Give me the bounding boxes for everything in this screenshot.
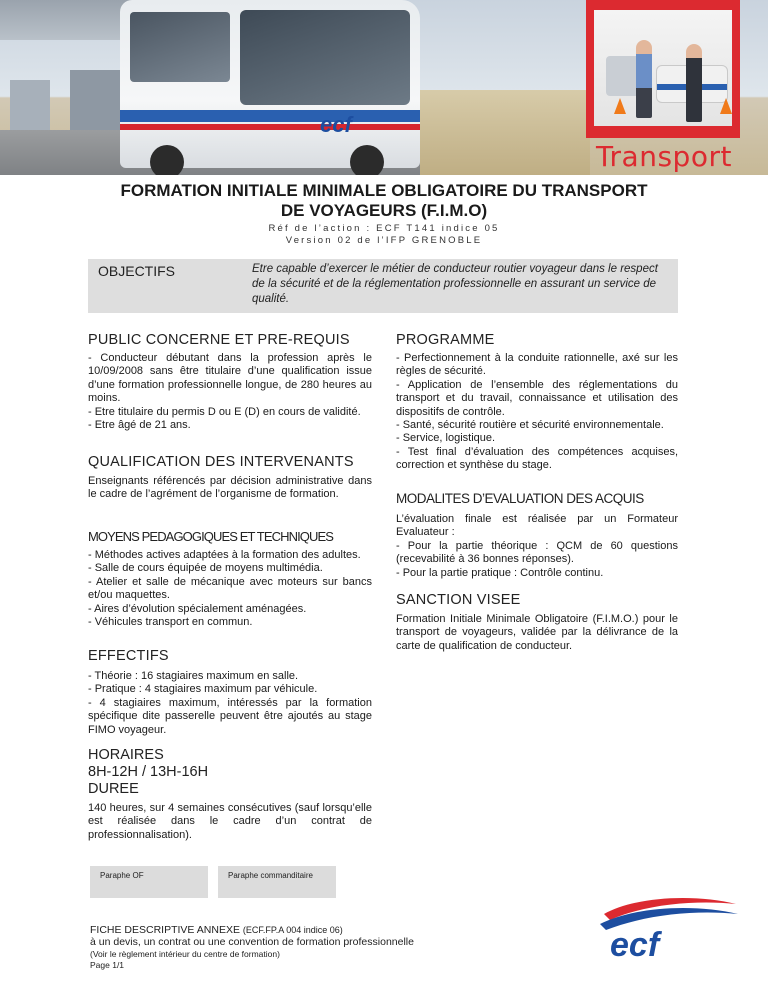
category-photo-frame — [586, 0, 740, 138]
programme-line: - Santé, sécurité routière et sécurité environnementale. — [396, 419, 664, 432]
programme-text — [396, 352, 678, 473]
action-reference: Réf de l’action : ECF T141 indice 05 — [268, 223, 500, 234]
modalites-line: - Pour la partie théorique : QCM de 60 questions (recevabilité à 36 bonnes réponses). — [396, 539, 678, 566]
bus-wheel — [150, 145, 184, 175]
effectifs-text — [88, 670, 372, 737]
bus-illustration — [120, 0, 420, 168]
objectives-label: OBJECTIFS — [98, 263, 176, 279]
effectifs-heading: EFFECTIFS — [88, 648, 169, 664]
qualification-heading: QUALIFICATION DES INTERVENANTS — [88, 454, 354, 470]
person-illustration — [686, 44, 702, 122]
horaires-block — [88, 747, 208, 798]
moyens-line: - Véhicules transport en commun. — [88, 616, 253, 629]
modalites-line: - Pour la partie pratique : Contrôle continu. — [396, 566, 604, 579]
moyens-line: - Salle de cours équipée de moyens multimédia. — [88, 562, 323, 575]
signature-label-commanditaire: Paraphe commanditaire — [228, 871, 313, 880]
moyens-line: - Méthodes actives adaptées à la formation des adultes. — [88, 549, 361, 561]
bus-wheel — [350, 145, 384, 175]
bus-stripe-blue — [120, 110, 420, 122]
cone-icon — [614, 98, 626, 114]
signature-box-commanditaire[interactable] — [218, 866, 336, 898]
ecf-logo — [596, 892, 742, 962]
objectives-box — [88, 259, 678, 313]
page-number: Page 1/1 — [90, 960, 125, 970]
duree-heading: DUREE — [88, 781, 139, 797]
modalites-heading: MODALITES D’EVALUATION DES ACQUIS — [396, 491, 644, 506]
bus-windshield — [240, 10, 410, 105]
toll-booth — [70, 70, 125, 130]
version-info: Version 02 de l’IFP GRENOBLE — [285, 235, 483, 246]
programme-line: - Service, logistique. — [396, 432, 496, 445]
bus-stripe-red — [120, 124, 420, 130]
toll-booth — [10, 80, 50, 130]
bus-logo: ecf — [320, 112, 352, 137]
qualification-text: Enseignants référencés par décision administrative dans le cadre de l’agrément de l’organisme de formation. — [88, 475, 372, 501]
public-line: - Etre titulaire du permis D ou E (D) en cours de validité. — [88, 405, 361, 418]
person-illustration — [636, 40, 652, 118]
effectifs-line: - Pratique : 4 stagiaires maximum par véhicule. — [88, 683, 318, 696]
signature-label-of: Paraphe OF — [100, 871, 144, 880]
modalites-text — [396, 513, 678, 580]
page-title — [60, 181, 708, 221]
public-heading: PUBLIC CONCERNE ET PRE-REQUIS — [88, 332, 350, 348]
category-label: Transport — [596, 140, 732, 173]
sanction-heading: SANCTION VISEE — [396, 592, 521, 608]
field — [420, 90, 590, 175]
footer-line-1 — [90, 924, 343, 936]
title-line-2: DE VOYAGEURS (F.I.M.O) — [280, 201, 488, 220]
moyens-heading: MOYENS PEDAGOGIQUES ET TECHNIQUES — [88, 529, 334, 544]
programme-line: - Application de l’ensemble des réglementations du transport et du travail, connaissance et utilisation des dispositifs de contrôle. — [396, 378, 678, 418]
category-photo — [594, 10, 732, 126]
public-line: - Conducteur débutant dans la profession après le 10/09/2008 sans être titulaire d’une qualification issue d’une formation professionnelle longue, de 280 heures au moins. — [88, 352, 372, 405]
effectifs-line: - 4 stagiaires maximum, intéressés par la formation spécifique dite passerelle peuvent être ajoutés au stage FIMO voyageur. — [88, 696, 372, 736]
signature-box-of[interactable] — [90, 866, 208, 898]
cone-icon — [720, 98, 732, 114]
objectives-text: Etre capable d’exercer le métier de conducteur routier voyageur dans le respect de la sécurité et de la réglementation professionnelle en assurant un service de qualité. — [252, 263, 658, 305]
modalites-line: L’évaluation finale est réalisée par un Formateur Evaluateur : — [396, 513, 678, 539]
horaires-value: 8H-12H / 13H-16H — [88, 764, 209, 780]
duree-text: 140 heures, sur 4 semaines consécutives (sauf lorsqu’elle est réalisée dans le cadre d’un contrat de professionnalisation). — [88, 802, 372, 841]
programme-line: - Test final d’évaluation des compétences acquises, correction et synthèse du stage. — [396, 445, 678, 472]
horaires-heading: HORAIRES — [88, 747, 164, 763]
title-line-1: FORMATION INITIALE MINIMALE OBLIGATOIRE DU TRANSPORT — [120, 181, 648, 200]
programme-heading: PROGRAMME — [396, 332, 495, 348]
footer-line-3: (Voir le règlement intérieur du centre de formation) — [90, 949, 280, 959]
moyens-line: - Aires d’évolution spécialement aménagées. — [88, 602, 307, 615]
moyens-line: - Atelier et salle de mécanique avec moteurs sur bancs et/ou maquettes. — [88, 575, 372, 602]
programme-line: - Perfectionnement à la conduite rationnelle, axé sur les règles de sécurité. — [396, 352, 678, 378]
bus-side-window — [130, 12, 230, 82]
public-line: - Etre âgé de 21 ans. — [88, 419, 191, 432]
footer-line-2: à un devis, un contrat ou une convention de formation professionnelle — [90, 936, 414, 948]
svg-text:ecf: ecf — [610, 926, 660, 962]
moyens-text — [88, 549, 372, 629]
footer-document-code: (ECF.FP.A 004 indice 06) — [242, 925, 343, 935]
effectifs-line: - Théorie : 16 stagiaires maximum en salle. — [88, 670, 299, 682]
footer-title: FICHE DESCRIPTIVE ANNEXE — [90, 924, 240, 936]
public-text — [88, 352, 372, 432]
sanction-text: Formation Initiale Minimale Obligatoire (F.I.M.O.) pour le transport de voyageurs, validée par la délivrance de la carte de qualification de conducteur. — [396, 613, 678, 652]
